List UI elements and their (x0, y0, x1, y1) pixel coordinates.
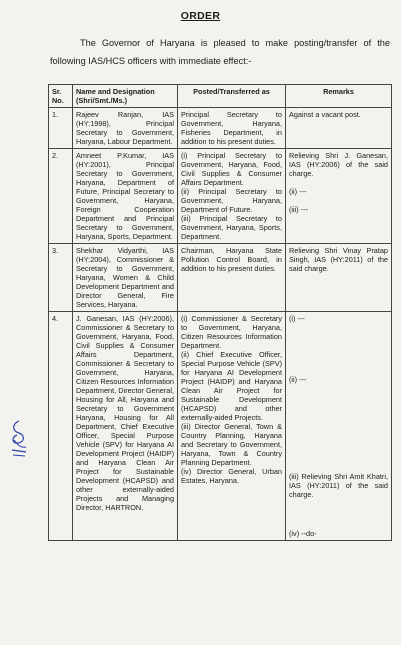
row-sr: 3. (49, 244, 73, 312)
row-posted (178, 244, 286, 312)
row-name: Amneet P.Kumar, IAS (HY:2001), Principal Secretary to Government, Haryana, Department of Future, Principal Secretary to Government, Haryana, Foreign Cooperation Department and Principal Secretary to Government, Haryana, Sports, Department. (73, 149, 178, 244)
remark-item: (iv) --do- (289, 529, 317, 538)
row-name: Rajeev Ranjan, IAS (HY:1998), Principal Secretary to Government, Haryana, Labour Department. (73, 108, 178, 149)
row-remarks (286, 312, 392, 541)
table-row (49, 244, 392, 312)
header-remarks: Remarks (286, 85, 392, 108)
row-sr: 1. (49, 108, 73, 149)
table-row (49, 312, 392, 541)
remark-item: Against a vacant post. (289, 110, 361, 119)
header-sr-no: Sr. No. (49, 85, 73, 108)
remark-item: (i) --- (289, 314, 305, 323)
remark-item: (ii) --- (289, 187, 307, 196)
row-posted (178, 312, 286, 541)
posted-item: (i) Principal Secretary to Government, Haryana, Food, Civil Supplies & Consumer Affairs Department. (181, 151, 282, 187)
row-name: Shekhar Vidyarthi, IAS (HY:2004), Commissioner & Secretary to Government, Haryana, Women & Child Development Department and Director General, Fire Services, Haryana. (73, 244, 178, 312)
posted-item: (ii) Principal Secretary to Government, Haryana, Department of Future. (181, 187, 282, 214)
posted-item: (iii) Director General, Town & Country Planning, Haryana and Secretary to Government, Haryana, Town & Country Planning Department. (181, 422, 282, 467)
row-sr: 2. (49, 149, 73, 244)
handwritten-initials-icon (8, 418, 30, 458)
table-header-row (49, 85, 392, 108)
header-name: Name and Designation (Shri/Smt./Ms.) (73, 85, 178, 108)
row-posted (178, 149, 286, 244)
posted-item: (i) Commissioner & Secretary to Government, Haryana, Citizen Resources Information Department. (181, 314, 282, 350)
header-posted: Posted/Transferred as (178, 85, 286, 108)
row-sr: 4. (49, 312, 73, 541)
posted-item: Chairman, Haryana State Pollution Control Board, in addition to his present duties. (181, 246, 282, 273)
posted-item: (iv) Director General, Urban Estates, Haryana. (181, 467, 282, 485)
row-remarks (286, 149, 392, 244)
remark-item: (iii) --- (289, 205, 309, 214)
order-heading: ORDER (180, 10, 221, 22)
row-remarks (286, 108, 392, 149)
table-row (49, 149, 392, 244)
row-name: J. Ganesan, IAS (HY:2006), Commissioner & Secretary to Government, Haryana, Food, Civil Supplies & Consumer Affairs Department, Commissioner & Secretary to Government, Haryana, Citizen Resources Information Department, Director General, Housing for All, Haryana and Secretary to Government Haryana, Housing for All Department, Chief Executive Officer, Special Purpose Vehicle (SPV) for Haryana AI Development Project (HAIDP) and Haryana Clean Air Project for Sustainable Development (HCAPSD) and other externally-aided Projects and Managing Director, HARTRON. (73, 312, 178, 541)
postings-table (48, 84, 392, 541)
table-row (49, 108, 392, 149)
remark-item: (ii) --- (289, 375, 307, 384)
posted-item: (iii) Principal Secretary to Government, Haryana, Sports, Department. (181, 214, 282, 241)
intro-paragraph: The Governor of Haryana is pleased to make posting/transfer of the following IAS/HCS officers with immediate effect:- (50, 38, 390, 66)
posted-item: Principal Secretary to Government, Haryana, Fisheries Department, in addition to his present duties. (181, 110, 282, 146)
remark-item: Relieving Shri Vinay Pratap Singh, IAS (HY:2011) of the said charge. (289, 246, 388, 273)
remark-item: (iii) Relieving Shri Amit Khatri, IAS (HY:2011) of the said charge. (289, 472, 388, 499)
posted-item: (ii) Chief Executive Officer, Special Purpose Vehicle (SPV) for Haryana AI Development Project (HAIDP) and Haryana Clean Air Project for Sustainable Development (HCAPSD) and other externally-aided Projects. (181, 350, 282, 422)
row-remarks (286, 244, 392, 312)
row-posted (178, 108, 286, 149)
remark-item: Relieving Shri J. Ganesan, IAS (HY:2006) of the said charge. (289, 151, 388, 178)
